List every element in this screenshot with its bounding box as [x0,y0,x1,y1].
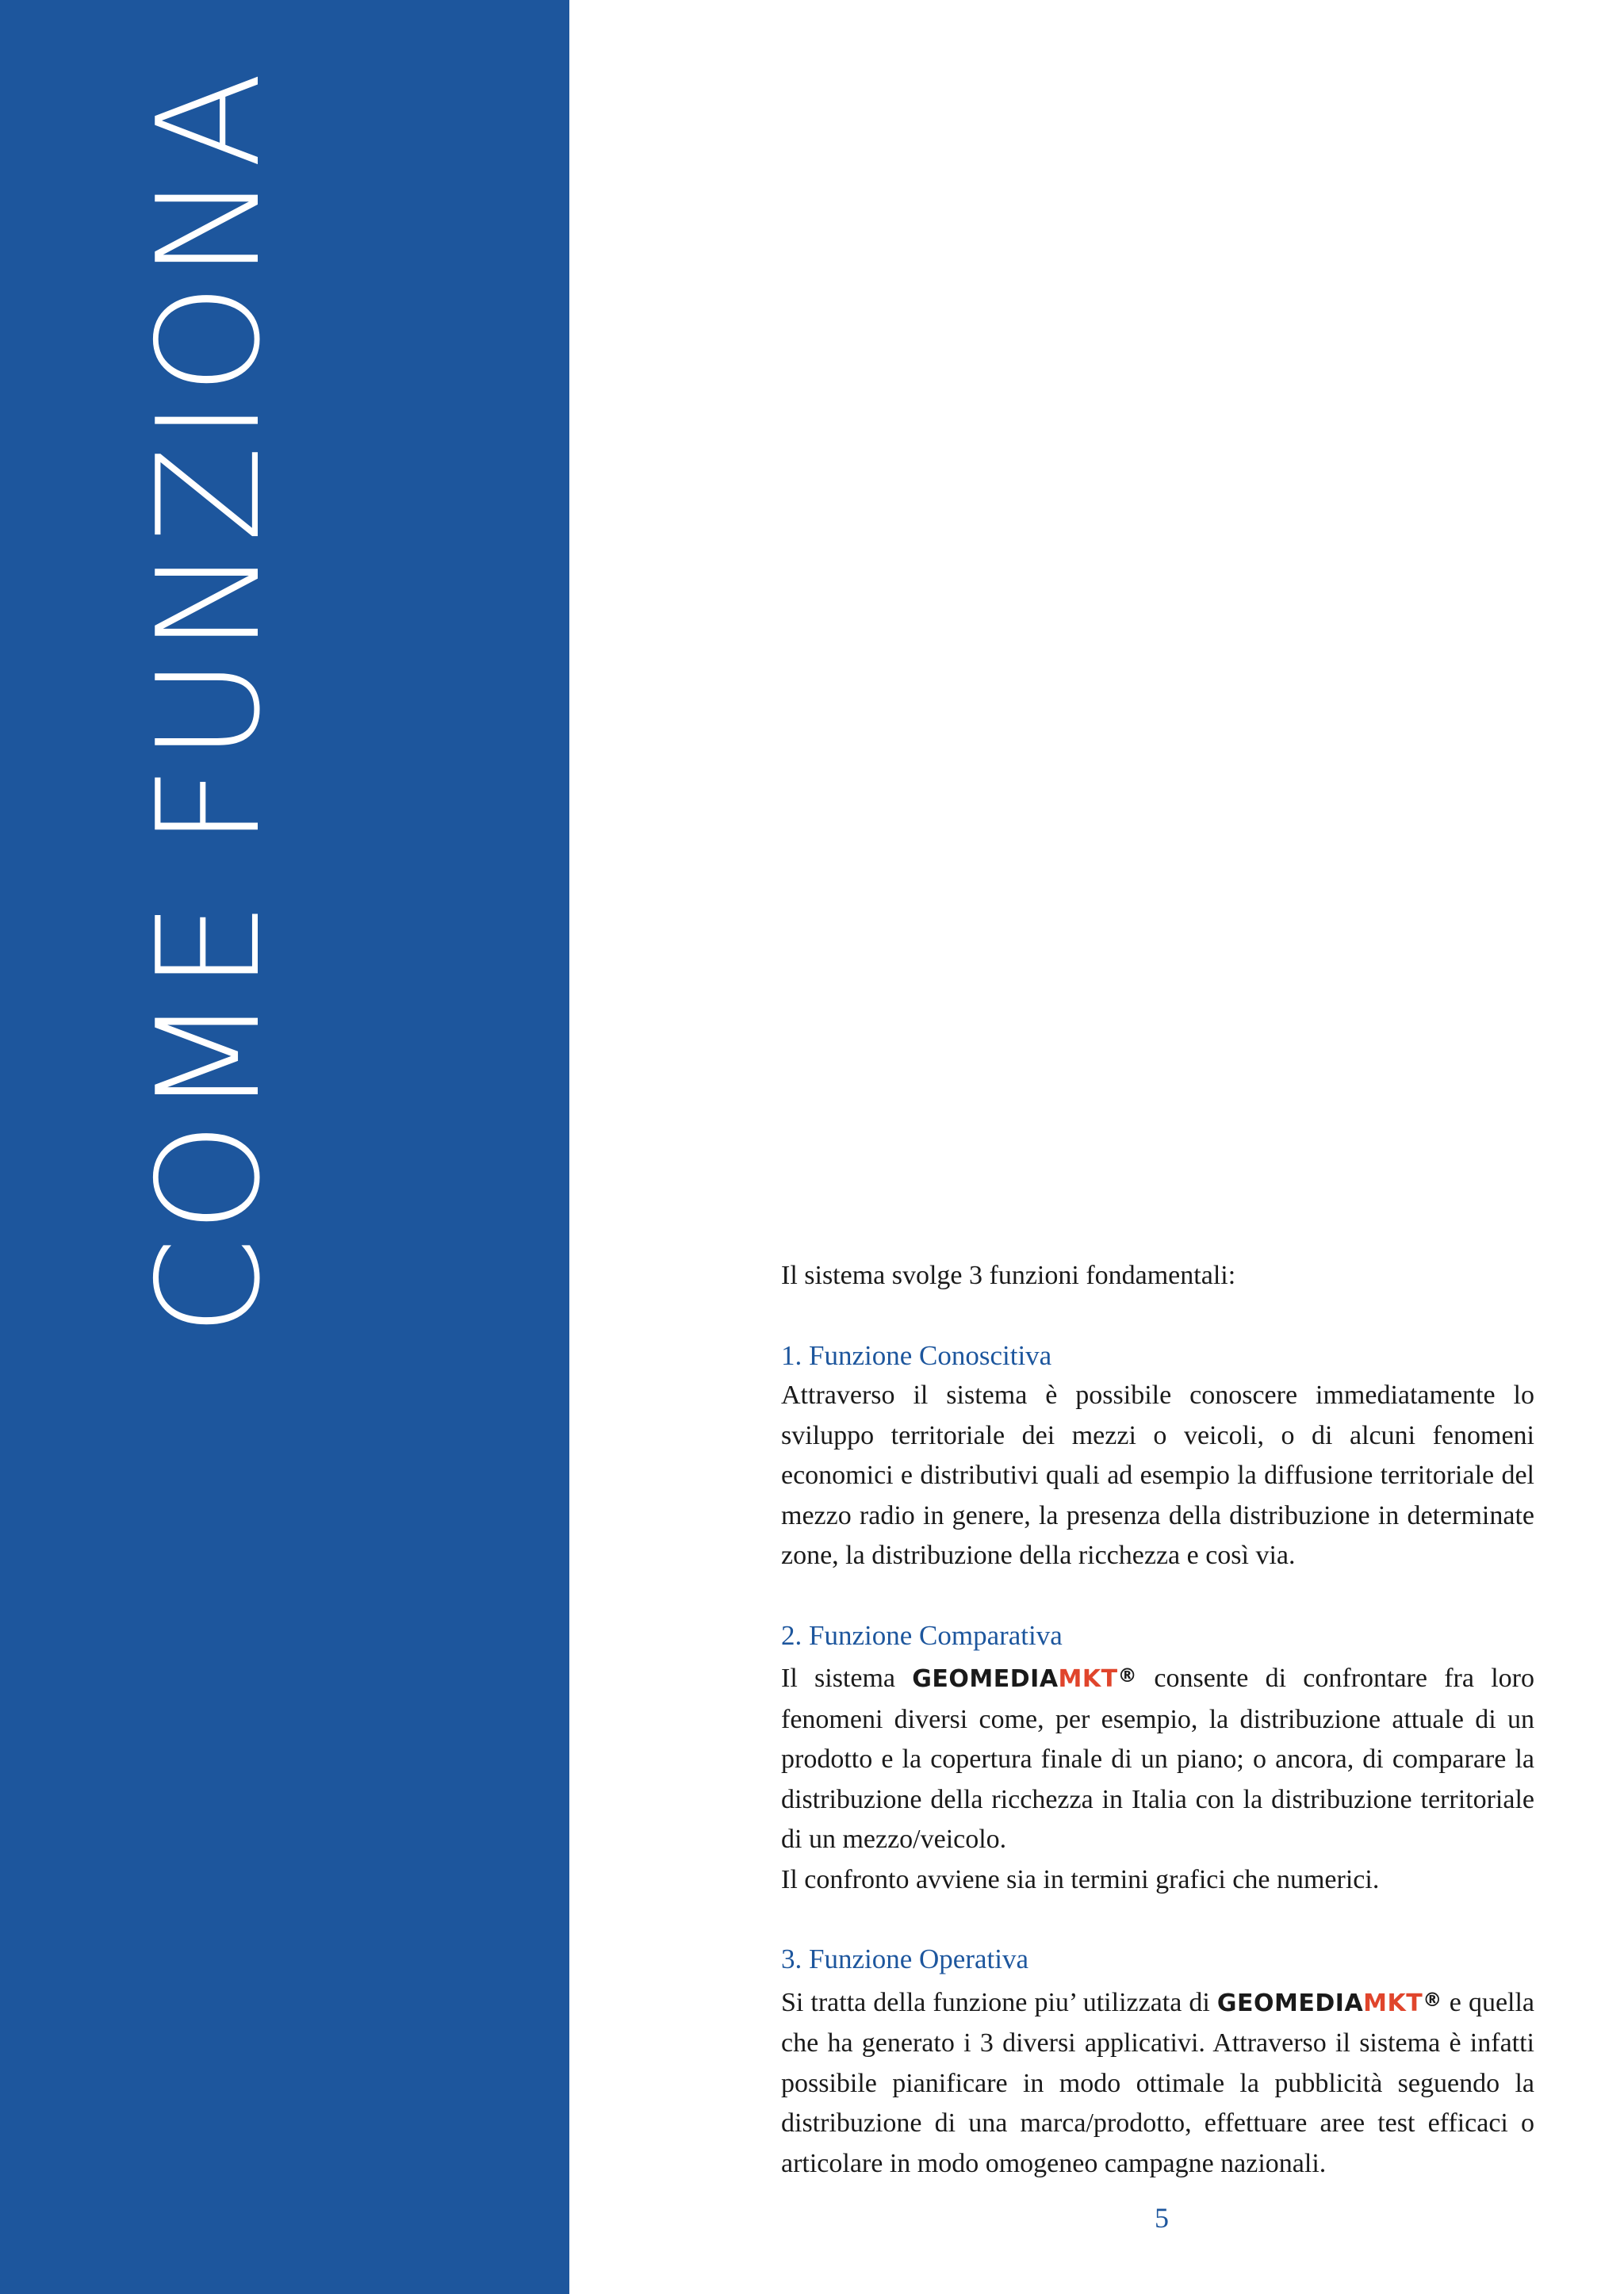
brand-accent: MKT [1058,1665,1118,1693]
body-text: Il sistema [781,1664,896,1693]
brand-accent: MKT [1363,1989,1423,2017]
brand-reg: ® [1117,1664,1138,1687]
section-conoscitiva [781,1336,1534,1576]
main-content [781,1256,1534,2184]
section-heading: 3. Funzione Operativa [781,1944,1028,1974]
brand-reg: ® [1423,1988,1442,2011]
page-title: COME FUNZIONA [127,67,291,1336]
section-body: Attraverso il sistema è possibile conoscere immediatamente lo sviluppo territoriale dei mezzi o veicoli, o di alcuni fenomeni economici e distributivi quali ad esempio la diffusione territoriale del mezzo radio in genere, la presenza della distribuzione in determinate zone, la distribuzione della ricchezza e così via. [781,1381,1534,1570]
section-body [781,1656,1534,1860]
section-heading: 1. Funzione Conoscitiva [781,1339,1052,1371]
section-operativa [781,1940,1534,2184]
section-body-extra: Il confronto avviene sia in termini grafici che numerici. [781,1864,1380,1894]
section-body [781,1980,1534,2185]
brand-main: GEOMEDIA [912,1665,1059,1693]
intro-text: Il sistema svolge 3 funzioni fondamentali: [781,1261,1236,1290]
section-comparativa [781,1616,1534,1901]
brand-main: GEOMEDIA [1216,1989,1364,2017]
brand-logo [1217,1990,1442,2017]
sidebar-band [0,0,569,2294]
page-number: 5 [1155,2202,1169,2234]
brand-logo [912,1665,1137,1693]
body-text: Si tratta della funzione piu’ utilizzata di [781,1987,1210,2017]
body-text: e quella che ha generato i 3 diversi applicativi. Attraverso il sistema è infatti possibile pianificare in modo ottimale la pubblicità seguendo la distribuzione di una marca/prodotto, effettuare aree test efficaci o articolare in modo omogeneo campagne nazionali. [781,1987,1535,2178]
section-heading: 2. Funzione Comparativa [781,1619,1063,1651]
body-text: consente di confrontare fra loro fenomeni diversi come, per esempio, la distribuzione attuale di un prodotto e la copertura finale di un piano; o ancora, di comparare la distribuzione della ricchezza in Italia con la distribuzione territoriale di un mezzo/veicolo. [781,1664,1534,1854]
